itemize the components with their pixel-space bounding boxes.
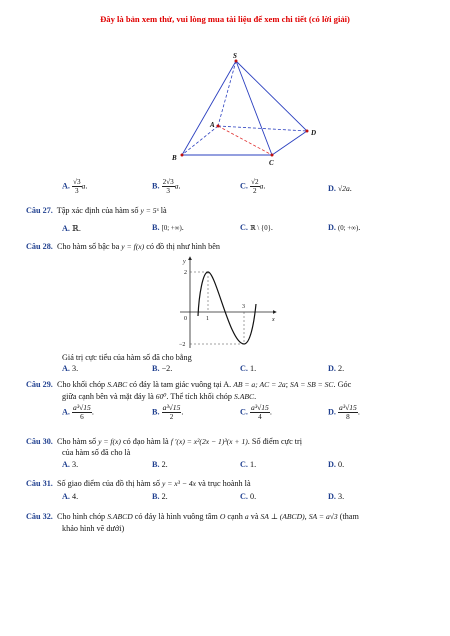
q30-option-c[interactable]: C. 1. xyxy=(240,460,257,469)
q30-option-a[interactable]: A. 3. xyxy=(62,460,79,469)
question-32-line2: khảo hình vẽ dưới) xyxy=(62,524,125,533)
q28-prompt: Giá trị cực tiểu của hàm số đã cho bằng xyxy=(62,353,192,362)
graph-tick-1: 1 xyxy=(206,316,209,322)
cubic-graph xyxy=(172,254,282,350)
question-27: Câu 27. Tập xác định của hàm số y = 5ˣ là xyxy=(26,206,167,215)
graph-x-label: x xyxy=(272,317,275,323)
edge-sd xyxy=(236,61,307,131)
edge-sb xyxy=(182,61,236,155)
diagonal-ac xyxy=(218,126,272,155)
q28-option-a[interactable]: A. 3. xyxy=(62,364,79,373)
q27-option-b[interactable]: B. [0; +∞). xyxy=(152,223,184,232)
q26-option-c[interactable]: C. $\frac{√2}{2}$ a. xyxy=(240,178,266,195)
label-a: A xyxy=(210,121,215,129)
q30-option-b[interactable]: B. 2. xyxy=(152,460,168,469)
q29-option-c[interactable]: C. $\frac{\text{a³√15}}{4}$ . xyxy=(240,403,272,421)
q26-option-b[interactable]: B. $\frac{2√3}{3}$ a. xyxy=(152,178,181,195)
q28-option-c[interactable]: C. 1. xyxy=(240,364,257,373)
preview-banner: Đây là bản xem thử, vui lòng mua tài liệu để xem chi tiết (có lời giải) xyxy=(100,14,350,24)
graph-y-label: y xyxy=(183,259,186,265)
q28-option-d[interactable]: D. 2. xyxy=(328,364,345,373)
question-30: Câu 30. Cho hàm số y = f(x) có đạo hàm là f ′(x) = x²(2x − 1)³(x + 1). Số điểm cực trị xyxy=(26,437,303,446)
edge-ab xyxy=(182,126,218,155)
label-d: D xyxy=(311,129,317,137)
edge-cd xyxy=(272,131,307,155)
q30-option-d[interactable]: D. 0. xyxy=(328,460,345,469)
q27-option-c[interactable]: C. ℝ \ {0}. xyxy=(240,223,273,232)
graph-tick-3: 3 xyxy=(242,304,245,310)
q31-option-b[interactable]: B. 2. xyxy=(152,492,168,501)
q27-option-d[interactable]: D. (0; +∞). xyxy=(328,223,361,232)
q31-option-c[interactable]: C. 0. xyxy=(240,492,257,501)
edge-sa xyxy=(218,61,236,126)
q26-option-a[interactable]: A. $\frac{√3}{3}$ a. xyxy=(62,178,88,195)
q31-option-d[interactable]: D. 3. xyxy=(328,492,345,501)
cubic-curve xyxy=(198,272,256,344)
graph-origin: 0 xyxy=(184,316,187,322)
question-29-line2: giữa cạnh bên và mặt đáy là 60⁰. Thể tích khối chóp S.ABC. xyxy=(62,392,257,401)
question-31: Câu 31. Số giao điểm của đồ thị hàm số y = x³ − 4x và trục hoành là xyxy=(26,479,251,488)
vertex-b xyxy=(181,154,184,157)
q31-option-a[interactable]: A. 4. xyxy=(62,492,79,501)
q29-option-d[interactable]: D. $\frac{\text{a³√15}}{8}$ . xyxy=(328,403,360,421)
question-29: Câu 29. Cho khối chóp S.ABC có đáy là tam giác vuông tại A. AB = a; AC = 2a; SA = SB = SC. Góc xyxy=(26,380,352,389)
graph-tick-y2: 2 xyxy=(184,270,187,276)
label-b: B xyxy=(172,154,177,162)
question-30-line2: của hàm số đã cho là xyxy=(62,448,131,457)
edge-sc xyxy=(236,61,272,155)
question-32: Câu 32. Cho hình chóp S.ABCD có đáy là hình vuông tâm O cạnh a và SA ⊥ (ABCD), SA = a√3 (tham xyxy=(26,512,359,521)
vertex-d xyxy=(306,130,309,133)
graph-tick-ym2: −2 xyxy=(179,342,186,348)
q29-option-b[interactable]: B. $\frac{\text{a³√15}}{2}$ . xyxy=(152,403,184,421)
label-s: S xyxy=(233,52,237,60)
vertex-c xyxy=(271,154,274,157)
q28-option-b[interactable]: B. −2. xyxy=(152,364,173,373)
q26-option-d[interactable]: D. √2a. xyxy=(328,184,352,193)
label-c: C xyxy=(269,159,274,167)
question-28: Câu 28. Cho hàm số bậc ba y = f(x) có đồ thị như hình bên xyxy=(26,242,220,251)
pyramid-figure xyxy=(160,50,330,168)
q29-option-a[interactable]: A. $\frac{\text{a³√15}}{6}$ . xyxy=(62,403,94,421)
q27-option-a[interactable]: A. ℝ. xyxy=(62,224,81,233)
vertex-a xyxy=(217,125,220,128)
